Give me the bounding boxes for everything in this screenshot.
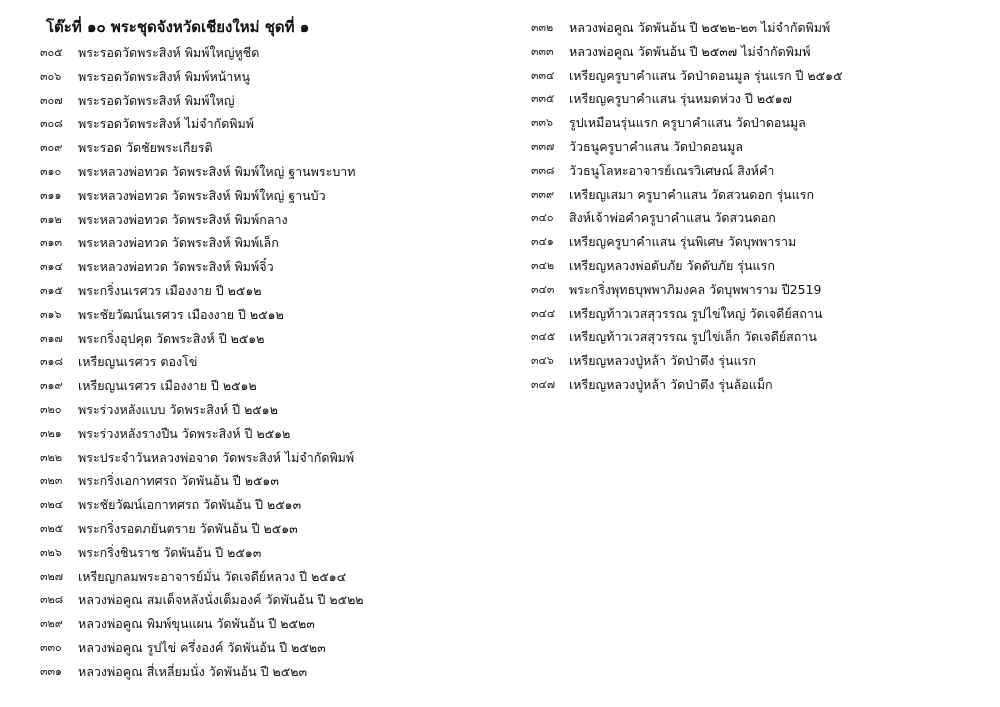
item-number: ๓๔๐ [531, 211, 554, 225]
item-text: เหรียญหลวงปู่หล้า วัดป่าตึง รุ่นแรก [569, 353, 756, 369]
list-item [40, 517, 500, 541]
item-number: ๓๒๒ [40, 450, 63, 464]
list-item [40, 612, 500, 636]
list-item [40, 350, 500, 374]
item-number: ๓๓๓ [531, 44, 554, 58]
item-number: ๓๔๖ [531, 354, 554, 368]
list-item [40, 541, 500, 565]
item-number: ๓๑๐ [40, 164, 62, 178]
list-item [40, 636, 500, 660]
list-item [40, 184, 500, 208]
list-item [531, 111, 991, 135]
list-item [40, 446, 500, 470]
item-number: ๓๑๗ [40, 331, 63, 345]
item-text: หลวงพ่อคูณ สมเด็จหลังนั่งเต็มองค์ วัดพันอ้น ปี ๒๕๒๒ [78, 592, 364, 608]
item-number: ๓๐๖ [40, 69, 62, 83]
list-item [531, 373, 991, 397]
item-text: พระหลวงพ่อทวด วัดพระสิงห์ พิมพ์เล็ก [78, 235, 279, 251]
item-text: พระร่วงหลังรางปืน วัดพระสิงห์ ปี ๒๕๑๒ [78, 425, 291, 441]
item-text: เหรียญท้าวเวสสุวรรณ รูปไข่ใหญ่ วัดเจดีย์สถาน [569, 305, 823, 321]
item-number: ๓๔๔ [531, 306, 556, 320]
item-text: สิงห์เจ้าพ่อคำครูบาคำแสน วัดสวนดอก [569, 210, 776, 226]
item-number: ๓๐๕ [40, 46, 63, 59]
list-item [40, 160, 500, 184]
item-text: พระรอดวัดพระสิงห์ พิมพ์ใหญ่หูชีด [78, 45, 260, 60]
item-number: ๓๒๑ [40, 426, 62, 440]
item-text: พระกริ่งเอกาทศรถ วัดพันอ้น ปี ๒๕๑๓ [78, 473, 279, 489]
item-number: ๓๓๙ [531, 187, 555, 201]
item-text: วัวธนูโลหะอาจารย์เณรวิเศษณ์ สิงห์คำ [569, 162, 775, 178]
item-number: ๓๔๗ [531, 377, 556, 391]
item-number: ๓๔๒ [531, 258, 555, 272]
list-item [40, 279, 500, 303]
item-number: ๓๑๒ [40, 212, 62, 226]
right-item-list [531, 16, 991, 397]
list-item [40, 255, 500, 279]
item-number: ๓๓๘ [531, 163, 555, 177]
item-text: เหรียญเสมา ครูบาคำแสน วัดสวนดอก รุ่นแรก [569, 186, 815, 202]
item-text: หลวงพ่อคูณ สี่เหลี่ยมนั่ง วัดพันอ้น ปี ๒๕๒๓ [78, 663, 308, 679]
item-number: ๓๑๕ [40, 283, 63, 297]
item-number: ๓๔๑ [531, 235, 554, 249]
item-text: พระหลวงพ่อทวด วัดพระสิงห์ พิมพ์ใหญ่ ฐานบัว [78, 187, 326, 203]
item-text: พระหลวงพ่อทวด วัดพระสิงห์ พิมพ์กลาง [78, 211, 288, 227]
list-item [531, 64, 991, 88]
item-text: พระชัยวัฒน์เอกาทศรถ วัดพันอ้น ปี ๒๕๑๓ [78, 497, 302, 513]
item-text: วัวธนูครูบาคำแสน วัดป่าดอนมูล [569, 138, 743, 154]
list-item [40, 303, 500, 327]
item-number: ๓๒๖ [40, 545, 62, 559]
item-number: ๓๒๔ [40, 498, 64, 512]
list-item [40, 208, 500, 232]
item-number: ๓๒๘ [40, 593, 64, 607]
item-number: ๓๐๗ [40, 93, 63, 107]
item-number: ๓๑๔ [40, 260, 63, 274]
item-text: พระหลวงพ่อทวด วัดพระสิงห์ พิมพ์จิ๋ว [78, 259, 274, 275]
item-number: ๓๓๕ [531, 92, 555, 106]
item-text: พระรอดวัดพระสิงห์ พิมพ์หน้าหนู [78, 68, 251, 84]
item-text: พระกริ่งอุปคุต วัดพระสิงห์ ปี ๒๕๑๒ [78, 330, 265, 346]
list-item [40, 112, 500, 136]
item-text: พระกริ่งรอดภยันตราย วัดพันอ้น ปี ๒๕๑๓ [78, 520, 298, 536]
item-text: เหรียญกลมพระอาจารย์มั่น วัดเจดีย์หลวง ปี ๒๕๑๔ [78, 568, 347, 584]
list-item [40, 136, 500, 160]
list-item [531, 206, 991, 230]
left-item-list [40, 41, 500, 684]
item-number: ๓๒๐ [40, 402, 62, 416]
list-item [531, 16, 991, 40]
list-item [531, 230, 991, 254]
page-title: โต๊ะที่ ๑๐ พระชุดจังหวัดเชียงใหม่ ชุดที่ ๑ [46, 18, 310, 36]
item-number: ๓๒๕ [40, 521, 64, 535]
list-item [531, 254, 991, 278]
item-number: ๓๑๙ [40, 379, 63, 393]
item-number: ๓๓๒ [531, 21, 554, 34]
item-number: ๓๑๘ [40, 355, 63, 369]
item-number: ๓๓๑ [40, 664, 63, 678]
list-item [531, 325, 991, 349]
item-number: ๓๓๗ [531, 139, 555, 153]
item-text: พระกริ่งนเรศวร เมืองงาย ปี ๒๕๑๒ [78, 282, 262, 298]
item-number: ๓๑๖ [40, 307, 62, 321]
item-number: ๓๐๘ [40, 117, 63, 131]
list-item [40, 565, 500, 589]
list-item [531, 183, 991, 207]
item-number: ๓๔๕ [531, 330, 556, 344]
item-text: หลวงพ่อคูณ รูปไข่ ครึ่งองค์ วัดพันอ้น ปี ๒๕๒๓ [78, 639, 326, 655]
list-item [40, 374, 500, 398]
list-item [40, 327, 500, 351]
list-item [40, 588, 500, 612]
item-text: พระรอดวัดพระสิงห์ ไม่จำกัดพิมพ์ [78, 116, 255, 132]
item-number: ๓๐๙ [40, 141, 63, 155]
item-text: พระชัยวัฒน์นเรศวร เมืองงาย ปี ๒๕๑๒ [78, 306, 284, 322]
item-text: เหรียญนเรศวร ตองโข่ [78, 354, 198, 370]
item-number: ๓๒๙ [40, 617, 63, 631]
list-item [531, 87, 991, 111]
item-text: พระรอดวัดพระสิงห์ พิมพ์ใหญ่ [78, 92, 235, 108]
item-number: ๓๓๐ [40, 640, 62, 654]
item-number: ๓๓๖ [531, 116, 554, 130]
item-text: พระกริ่งพุทธบุพพาภิมงคล วัดบุพพาราม ปี2519 [569, 281, 822, 297]
item-text: หลวงพ่อคูณ พิมพ์ขุนแผน วัดพันอ้น ปี ๒๕๒๓ [78, 616, 315, 632]
list-item [40, 469, 500, 493]
item-text: เหรียญนเรศวร เมืองงาย ปี ๒๕๑๒ [78, 378, 257, 394]
list-item [40, 65, 500, 89]
list-item [531, 302, 991, 326]
list-item [40, 89, 500, 113]
list-item [531, 135, 991, 159]
list-item [531, 349, 991, 373]
item-number: ๓๒๗ [40, 569, 64, 583]
item-text: พระหลวงพ่อทวด วัดพระสิงห์ พิมพ์ใหญ่ ฐานพระบาท [78, 163, 356, 179]
list-item [40, 231, 500, 255]
item-number: ๓๑๑ [40, 188, 62, 202]
item-text: เหรียญครูบาคำแสน รุ่นหมดห่วง ปี ๒๕๑๗ [569, 91, 792, 107]
item-number: ๓๓๔ [531, 68, 555, 82]
list-item [40, 493, 500, 517]
item-text: เหรียญท้าวเวสสุวรรณ รูปไข่เล็ก วัดเจดีย์สถาน [569, 329, 817, 345]
list-item [40, 41, 500, 65]
item-text: พระรอด วัดชัยพระเกียรติ [78, 140, 213, 156]
list-item [531, 159, 991, 183]
list-item [531, 278, 991, 302]
list-item [531, 40, 991, 64]
list-item [40, 398, 500, 422]
item-text: พระกริ่งชินราช วัดพันอ้น ปี ๒๕๑๓ [78, 544, 262, 560]
item-text: เหรียญครูบาคำแสน วัดป่าดอนมูล รุ่นแรก ปี ๒๕๑๕ [569, 67, 843, 83]
item-number: ๓๔๓ [531, 282, 555, 296]
item-text: เหรียญหลวงพ่อดับภัย วัดดับภัย รุ่นแรก [569, 257, 775, 273]
item-text: เหรียญหลวงปู่หล้า วัดป่าตึง รุ่นล้อแม็ก [569, 376, 773, 392]
item-number: ๓๑๓ [40, 236, 63, 250]
item-number: ๓๒๓ [40, 474, 63, 488]
item-text: รูปเหมือนรุ่นแรก ครูบาคำแสน วัดป่าดอนมูล [569, 115, 806, 131]
item-text: พระประจำวันหลวงพ่อจาด วัดพระสิงห์ ไม่จำกัดพิมพ์ [78, 449, 355, 465]
item-text: หลวงพ่อคูณ วัดพันอ้น ปี ๒๕๓๗ ไม่จำกัดพิมพ์ [569, 43, 811, 59]
item-text: เหรียญครูบาคำแสน รุ่นพิเศษ วัดบุพพาราม [569, 234, 797, 250]
list-item [40, 660, 500, 684]
item-text: พระร่วงหลังแบบ วัดพระสิงห์ ปี ๒๕๑๒ [78, 401, 278, 417]
item-text: หลวงพ่อคูณ วัดพันอ้น ปี ๒๕๒๒-๒๓ ไม่จำกัดพิมพ์ [569, 20, 831, 35]
list-item [40, 422, 500, 446]
